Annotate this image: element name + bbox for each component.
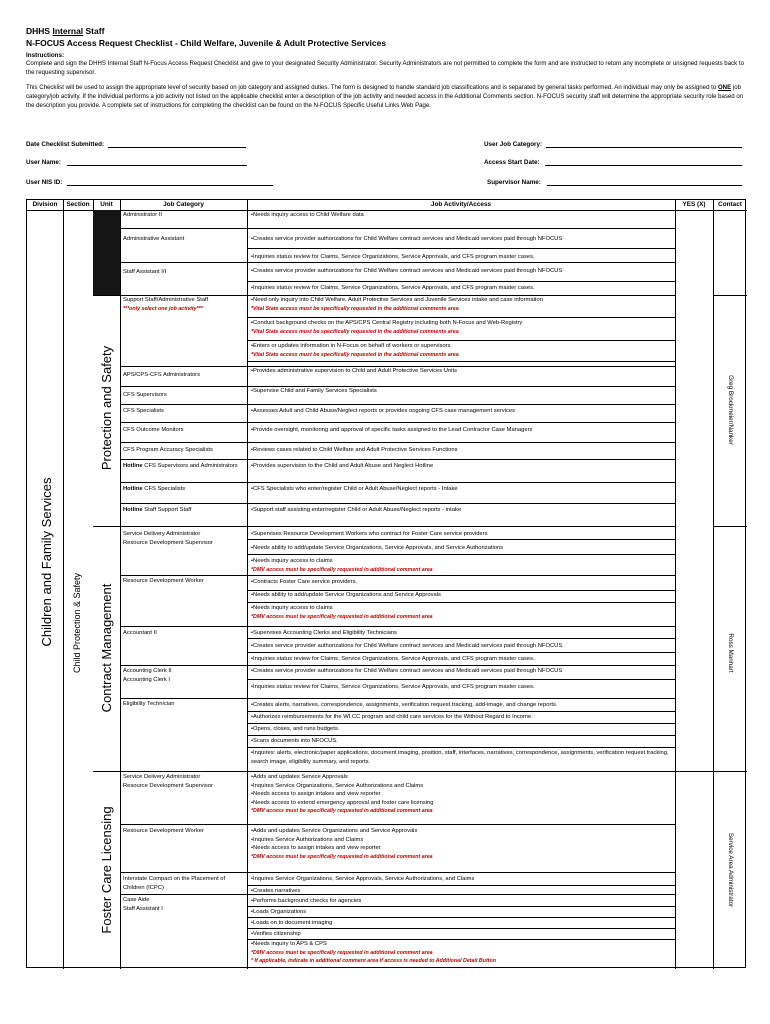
instructions-paragraph: Complete and sign the DHHS Internal Staff N-Focus Access Request Checklist and give to your designated Security Administrator. Security Administrators are not permitted to complete the form and are instructed to return any incomplete or unsigned requests back to the requesting supervisor. [26, 60, 744, 77]
supervisor-name-label: Supervisor Name: [487, 179, 541, 186]
activity-item: • Supervises Accounting Clerks and Eligibility Technicians [251, 629, 671, 638]
contact-2: Ross Manhart [727, 633, 734, 673]
rule-h [120, 404, 675, 405]
rule-h [120, 698, 675, 699]
activity-item: • Inquires Service Organizations, Service Approvals, Service Authorizations, and Claims [251, 875, 671, 884]
activity-item: • Conduct background checks on the APS/CPS Central Registry including both N-Focus and Web-Registry *Vital Stats access must be specifically requested in the additional comments area [251, 319, 671, 336]
unit-contract: Contract Management [99, 583, 114, 713]
rule-h [247, 885, 675, 886]
rule-h [120, 575, 675, 576]
rule-h [247, 602, 675, 603]
rule-h [93, 295, 120, 296]
user-nis-field[interactable] [67, 185, 273, 186]
job-category-cell: CFS Program Accuracy Specialists [123, 447, 213, 453]
job-category-cell: CFS Supervisors [123, 392, 167, 398]
rule-h [247, 281, 675, 282]
rule-h [120, 626, 675, 627]
contact-3: Service Area Administrator [727, 832, 734, 908]
activity-item: • Inquiries status review for Claims, Service Organizations, Service Approvals, and CFS program master cases. [251, 655, 671, 664]
header-contact: Contact [718, 201, 742, 208]
contact-1: Greg Brockmeier/Nanker [727, 375, 734, 445]
rule-h [713, 295, 747, 296]
rule-h [247, 361, 675, 362]
section-label: Child Protection & Safety [72, 572, 82, 674]
rule-h [247, 340, 675, 341]
user-name-field[interactable] [67, 165, 247, 166]
rule-h [247, 652, 675, 653]
job-category-cell: Hotline Staff Support Staff [123, 507, 192, 513]
job-category-cell: Resource Development Worker [123, 828, 204, 834]
job-category-cell: Accounting Clerk II Accounting Clerk I [123, 668, 172, 683]
header-job-activity: Job Activity/Access [430, 201, 492, 208]
activity-item: • Inquiries status review for Claims, Service Organizations, Service Approvals, and CFS program master cases. [251, 683, 671, 692]
activity-item: • Needs inquiry access to claims *DMV access must be specifically requested in additional comment area [251, 557, 671, 574]
form-title: DHHS Internal Staff [26, 26, 105, 36]
activity-item: • Opens, closes, and runs budgets. [251, 725, 671, 734]
job-category-cell: Administrator II [123, 212, 162, 218]
activity-item: • CFS Specialists who enter/register Child or Adult Abuse/Neglect reports - Intake [251, 485, 671, 494]
activity-item: • Needs inquiry to APS & CPS *DMV access must be specifically requested in additional comment area * If applicable, indicate in additional comment area if access is needed to Additional Detail Button [251, 940, 671, 966]
user-job-category-field[interactable] [546, 147, 742, 148]
rule-h [247, 747, 675, 748]
activity-item: • Supervise Child and Family Services Specialists [251, 387, 671, 396]
activity-group: • Adds and updates Service Approvals • Inquires Service Organizations, Service Authorizations and Claims • Needs access to assign intakes and view reporter • Needs access to extend emergency approval and foster care licensing *DMV access must be specifically requested in additional comment area [251, 773, 671, 816]
activity-item: • Performs background checks for agencies [251, 897, 671, 906]
job-category-cell: Service Delivery Administrator Resource Development Supervisor [123, 774, 213, 789]
activity-item: • Support staff assisting enter/register Child or Adult Abuse/Neglect reports - intake [251, 506, 671, 515]
activity-item: • Authorizes reimbursements for the WI CC program and child care services for the Without Regard to Income. [251, 713, 671, 722]
form-subtitle: N-FOCUS Access Request Checklist - Child Welfare, Juvenile & Adult Protective Services [26, 38, 387, 48]
activity-item: • Contracts Foster Care service providers. [251, 578, 671, 587]
activity-item: • Scans documents into NFOCUS. [251, 737, 671, 746]
rule-v [713, 200, 714, 969]
rule-h [120, 228, 675, 229]
rule-h [247, 711, 675, 712]
job-category-cell: Service Delivery Administrator Resource Development Supervisor [123, 531, 213, 546]
job-category-cell: Accountant II [123, 630, 157, 636]
form-header [26, 26, 746, 110]
unit-dark-block [93, 210, 120, 295]
activity-item: • Verifies citizenship [251, 930, 671, 939]
rule-h [120, 872, 675, 873]
activity-item: • Creates alerts, narratives, correspondence, assignments, verification request tracking, add-image, and change reports. [251, 701, 671, 710]
rule-h [120, 482, 675, 483]
header-division: Division [32, 201, 58, 208]
rule-v [93, 200, 94, 210]
access-start-date-field[interactable] [545, 165, 742, 166]
job-category-cell: Support Staff/Administrative Staff ***only select one job activity*** [123, 297, 209, 312]
unit-foster: Foster Care Licensing [99, 806, 114, 934]
activity-item: • Needs inquiry access to Child Welfare data [251, 211, 671, 220]
job-category-cell: Case Aide Staff Assistant I [123, 897, 163, 912]
division-label: Children and Family Services [39, 477, 54, 647]
activity-item: • Assesses Adult and Child Abuse/Neglect reports or provides ongoing CFS case management services [251, 407, 671, 416]
supervisor-name-field[interactable] [547, 185, 742, 186]
rule-h [247, 317, 675, 318]
rule-h [247, 928, 675, 929]
activity-item: • Needs inquiry access to claims *DMV access must be specifically requested in additional comment area [251, 604, 671, 621]
user-name-label: User Name: [26, 159, 61, 166]
job-category-cell: CFS Specialists [123, 408, 164, 414]
rule-h [120, 526, 675, 527]
activity-item: • Loads Organizations [251, 908, 671, 917]
header-unit: Unit [100, 201, 113, 208]
rule-h [93, 526, 120, 527]
user-nis-label: User NIS ID: [26, 179, 63, 186]
activity-item: • Enters or updates information in N-Focus on behalf of workers or supervisors *Vital Stats access must be specifically requested in the additional comments area [251, 342, 671, 359]
activity-item: • Need only inquiry into Child Welfare, Adult Protective Services and Juvenile Services intake and case information *Vital Stats access must be specifically requested in the additional comments area [251, 296, 671, 313]
rule-h [120, 262, 675, 263]
activity-item: • Reviews cases related to Child Welfare and Adult Protective Services Functions [251, 446, 671, 455]
job-category-cell: Administrative Assistant [123, 236, 185, 242]
rule-v [120, 200, 121, 969]
activity-item: • Creates service provider authorizations for Child Welfare contract services and Medicaid services paid through NFOCUS [251, 267, 671, 276]
activity-item: • Inquires: alerts, electronic/paper applications, document imaging, position, staff, interfaces, narratives, correspondence, assignments, verification request tracking, search image, eligibility summary, and reports. [251, 749, 671, 766]
rule-v [675, 200, 676, 969]
rule-h [247, 723, 675, 724]
rule-h [247, 906, 675, 907]
activity-item: • Creates service provider authorizations for Child Welfare contract services and Medicaid services paid through NFOCUS [251, 667, 671, 676]
activity-item: • Provides administrative supervision to Child and Adult Protective Services Units [251, 367, 671, 376]
rule-h [120, 459, 675, 460]
rule-h [120, 824, 675, 825]
rule-h [120, 503, 675, 504]
rule-h [247, 248, 675, 249]
activity-item: • Needs ability to add/update Service Organizations and Service Approvals [251, 591, 671, 600]
job-category-cell: CFS Outcome Monitors [123, 427, 184, 433]
activity-item: • Provides supervision to the Child and Adult Abuse and Neglect Hotline [251, 462, 671, 471]
activity-item: • Creates service provider authorizations for Child Welfare contract services and Medicaid services paid through NFOCUS [251, 235, 671, 244]
rule-h [247, 917, 675, 918]
rule-h [120, 422, 675, 423]
rule-h [120, 665, 675, 666]
rule-h [247, 554, 675, 555]
date-submitted-field[interactable] [108, 147, 246, 148]
checklist-paragraph: This Checklist will be used to assign the appropriate level of security based on job category and assigned duties. The form is designed to handle standard job classifications and is separated by general tasks performed. An individual may only be assigned to ONE job category/job activity. If the individual performs a job activity not listed on the applicable checklist enter a description of the job activity and needed access in the Additional Comments section. N-FOCUS security staff will determine the appropriate security role based on the description you provide. A complete set of instructions for completing the checklist can be found on the N-FOCUS Specific Useful Links Web Page. [26, 83, 744, 110]
job-category-cell: Resource Development Worker [123, 578, 204, 584]
header-yes: YES (X) [682, 201, 706, 208]
rule-h [247, 539, 675, 540]
rule-h [247, 638, 675, 639]
instructions-label: Instructions: [26, 52, 65, 59]
access-start-date-label: Access Start Date: [484, 159, 540, 166]
activity-item: • Inquiries status review for Claims, Service Organizations, Service Approvals, and CFS program master cases. [251, 253, 671, 262]
activity-group: • Adds and updates Service Organizations and Service Approvals • Inquires Service Authorizations and Claims • Needs access to assign intakes and view reporter *DMV access must be specifically requested in additional comment area [251, 827, 671, 861]
activity-item: • Needs ability to add/update Service Organizations, Service Approvals, and Service Authorizations [251, 544, 671, 553]
job-category-cell: Eligibility Technician [123, 701, 175, 707]
header-section: Section [66, 201, 90, 208]
job-category-cell: Hotline CFS Specialists [123, 486, 186, 492]
rule-h [713, 526, 747, 527]
job-category-cell: Staff Assistant I/I [123, 269, 167, 275]
rule-h [247, 679, 675, 680]
job-category-cell: APS/CPS-CFS Administrators [123, 372, 200, 378]
activity-item: • Supervises Resource Development Workers who contract for Foster Care service providers [251, 530, 671, 539]
activity-item: • Creates service provider authorizations for Child Welfare contract services and Medicaid services paid through NFOCUS [251, 642, 671, 651]
unit-protection: Protection and Safety [99, 345, 114, 471]
rule-v [247, 200, 248, 969]
rule-h [93, 771, 747, 772]
user-job-category-label: User Job Category: [484, 141, 543, 148]
activity-item: • Provide oversight, monitoring and approval of specific tasks assigned to the Lead Contractor Case Managers [251, 426, 671, 435]
activity-item: • Creates narratives [251, 887, 671, 896]
job-category-cell: Hotline CFS Supervisors and Administrators [123, 463, 238, 469]
date-submitted-label: Date Checklist Submitted: [26, 141, 105, 148]
header-job-category: Job Category [163, 201, 204, 208]
job-category-cell: Interstate Compact on the Placement of Children (ICPC) [123, 876, 226, 891]
activity-item: • Inquiries status review for Claims, Service Organizations, Service Approvals, and CFS program master cases. [251, 284, 671, 293]
rule-v [63, 200, 64, 969]
activity-item: • Loads on to document imaging [251, 919, 671, 928]
access-checklist-table [26, 199, 746, 968]
rule-h [247, 735, 675, 736]
rule-h [120, 442, 675, 443]
